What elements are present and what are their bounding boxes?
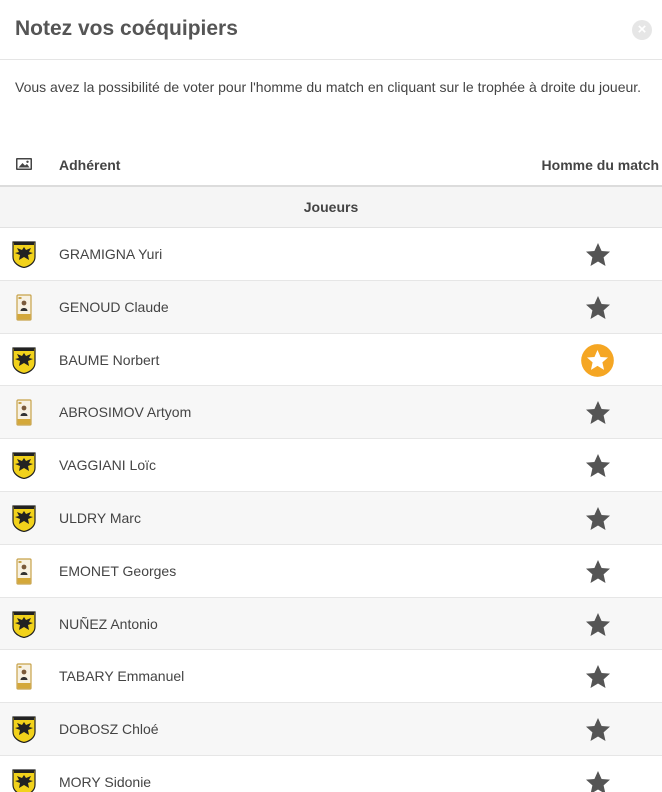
star-icon[interactable] [583, 398, 613, 428]
player-name: TABARY Emmanuel [59, 668, 185, 685]
player-card-icon [11, 663, 37, 690]
table-row [0, 334, 662, 387]
star-icon[interactable] [583, 768, 613, 792]
group-header-players: Joueurs [0, 187, 662, 228]
table-row [0, 492, 662, 545]
club-crest-icon [11, 347, 37, 374]
table-row [0, 386, 662, 439]
star-icon[interactable] [583, 662, 613, 692]
table-row [0, 703, 662, 756]
table-row [0, 650, 662, 703]
selected-star-icon[interactable] [580, 343, 615, 378]
player-name: NUÑEZ Antonio [59, 615, 158, 632]
column-header-man-of-the-match[interactable]: Homme du match [541, 157, 659, 173]
column-header-member[interactable]: Adhérent [59, 157, 121, 173]
club-crest-icon [11, 505, 37, 532]
star-icon[interactable] [583, 240, 613, 270]
player-name: ABROSIMOV Artyom [59, 404, 192, 421]
player-list [0, 228, 662, 792]
star-icon[interactable] [583, 715, 613, 745]
dialog-title: Notez vos coéquipiers [15, 17, 238, 40]
table-row [0, 545, 662, 598]
player-name: BAUME Norbert [59, 351, 160, 368]
player-name: EMONET Georges [59, 562, 177, 579]
player-name: MORY Sidonie [59, 773, 152, 790]
image-icon [16, 158, 32, 170]
intro-text: Vous avez la possibilité de voter pour l'homme du match en cliquant sur le trophée à droite du joueur. [15, 79, 642, 95]
star-icon[interactable] [583, 451, 613, 481]
club-crest-icon [11, 611, 37, 638]
star-icon[interactable] [583, 610, 613, 640]
table-row [0, 439, 662, 492]
table-row [0, 756, 662, 792]
dialog-header [0, 0, 662, 60]
star-icon[interactable] [583, 293, 613, 323]
player-card-icon [11, 558, 37, 585]
player-name: GENOUD Claude [59, 298, 169, 315]
close-button[interactable]: × [632, 20, 652, 40]
star-icon[interactable] [583, 557, 613, 587]
club-crest-icon [11, 716, 37, 743]
player-card-icon [11, 399, 37, 426]
player-name: ULDRY Marc [59, 509, 141, 526]
club-crest-icon [11, 452, 37, 479]
star-icon[interactable] [583, 504, 613, 534]
players-table [0, 140, 662, 792]
player-card-icon [11, 294, 37, 321]
table-row [0, 281, 662, 334]
table-row [0, 598, 662, 651]
player-name: VAGGIANI Loïc [59, 457, 156, 474]
player-name: GRAMIGNA Yuri [59, 246, 163, 262]
player-name: DOBOSZ Chloé [59, 721, 159, 738]
club-crest-icon [11, 769, 37, 792]
table-row [0, 228, 662, 281]
club-crest-icon [11, 241, 37, 268]
table-header [0, 140, 662, 187]
